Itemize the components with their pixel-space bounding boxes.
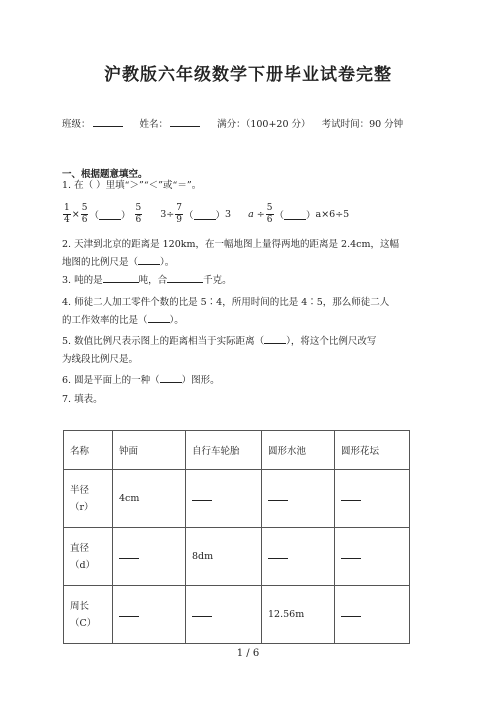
name-label: 姓名： xyxy=(139,119,169,130)
table-cell-blank xyxy=(113,528,186,586)
fill-table xyxy=(63,430,410,644)
row-label: 周长 （C） xyxy=(64,586,113,644)
question-6: 6. 圆是平面上的一种（ ）图形。 xyxy=(62,375,220,386)
table-header: 圆形花坛 xyxy=(335,431,410,470)
name-blank xyxy=(170,117,200,127)
table-cell: 4cm xyxy=(113,470,186,528)
table-cell-blank xyxy=(186,586,262,644)
row-label: 半径 （r） xyxy=(64,470,113,528)
fraction: $\frac{7}{9}$ xyxy=(176,203,183,225)
table-header: 自行车轮胎 xyxy=(186,431,262,470)
table-cell-blank xyxy=(335,528,410,586)
answer-blank xyxy=(284,210,306,220)
answer-blank xyxy=(167,273,203,283)
class-blank xyxy=(93,117,123,127)
fraction: $\frac{5}{6}$ xyxy=(135,203,142,225)
fraction: $\frac{1}{4}$ xyxy=(64,203,70,225)
page-title: 沪教版六年级数学下册毕业试卷完整 xyxy=(104,65,392,85)
table-header: 圆形水池 xyxy=(262,431,335,470)
table-cell-blank xyxy=(186,470,262,528)
answer-blank xyxy=(264,334,286,344)
score-label: 满分：（100+20 分） xyxy=(217,119,311,130)
question-1: 1. 在（ ）里填“＞”“＜”或“＝”。 xyxy=(62,180,202,191)
answer-blank xyxy=(160,373,182,383)
table-cell: 8dm xyxy=(186,528,262,586)
section-heading: 一、根据题意填空。 xyxy=(62,169,148,180)
question-7: 7. 填表。 xyxy=(62,394,103,405)
fraction: $\frac{5}{6}$ xyxy=(266,203,273,225)
table-row xyxy=(64,586,410,644)
question-5: 5. 数值比例尺表示图上的距离相当于实际距离（ ），将这个比例尺改写 为线段比例尺是。 xyxy=(62,336,377,365)
table-cell-blank xyxy=(335,586,410,644)
answer-blank xyxy=(138,255,160,265)
question-3: 3. 吨的是 吨，合 千克。 xyxy=(62,275,232,286)
class-label: 班级： xyxy=(62,119,91,130)
answer-blank xyxy=(194,210,216,220)
question-1-items: $\frac{1}{4}$ × $\frac{5}{6}$ （ ） $\frac{5}{6}$ 3÷ $\frac{7}{9}$ （ ）3 a ÷ $\frac{5}{6}$ （ ）a×6÷5 xyxy=(64,203,350,225)
table-header: 名称 xyxy=(64,431,113,470)
exam-meta xyxy=(62,116,403,130)
table-cell-blank xyxy=(335,470,410,528)
question-4: 4. 师徒二人加工零件个数的比是 5∶4，所用时间的比是 4∶5，那么师徒二人 的工作效率的比是（ ）。 xyxy=(62,297,390,326)
table-cell-blank xyxy=(262,470,335,528)
time-label: 考试时间：90 分钟 xyxy=(321,119,404,130)
answer-blank xyxy=(103,273,139,283)
answer-blank xyxy=(99,210,121,220)
row-label: 直径 （d） xyxy=(64,528,113,586)
table-cell: 12.56m xyxy=(262,586,335,644)
answer-blank xyxy=(148,313,170,323)
table-header: 钟面 xyxy=(113,431,186,470)
table-cell-blank xyxy=(113,586,186,644)
fraction: $\frac{5}{6}$ xyxy=(81,203,88,225)
question-2: 2. 天津到北京的距离是 120km，在一幅地图上量得两地的距离是 2.4cm，这幅 地图的比例尺是（ ）。 xyxy=(62,239,399,268)
table-header-row xyxy=(64,431,410,470)
table-cell-blank xyxy=(262,528,335,586)
page-number: 1 / 6 xyxy=(236,648,260,659)
table-row xyxy=(64,470,410,528)
table-row xyxy=(64,528,410,586)
